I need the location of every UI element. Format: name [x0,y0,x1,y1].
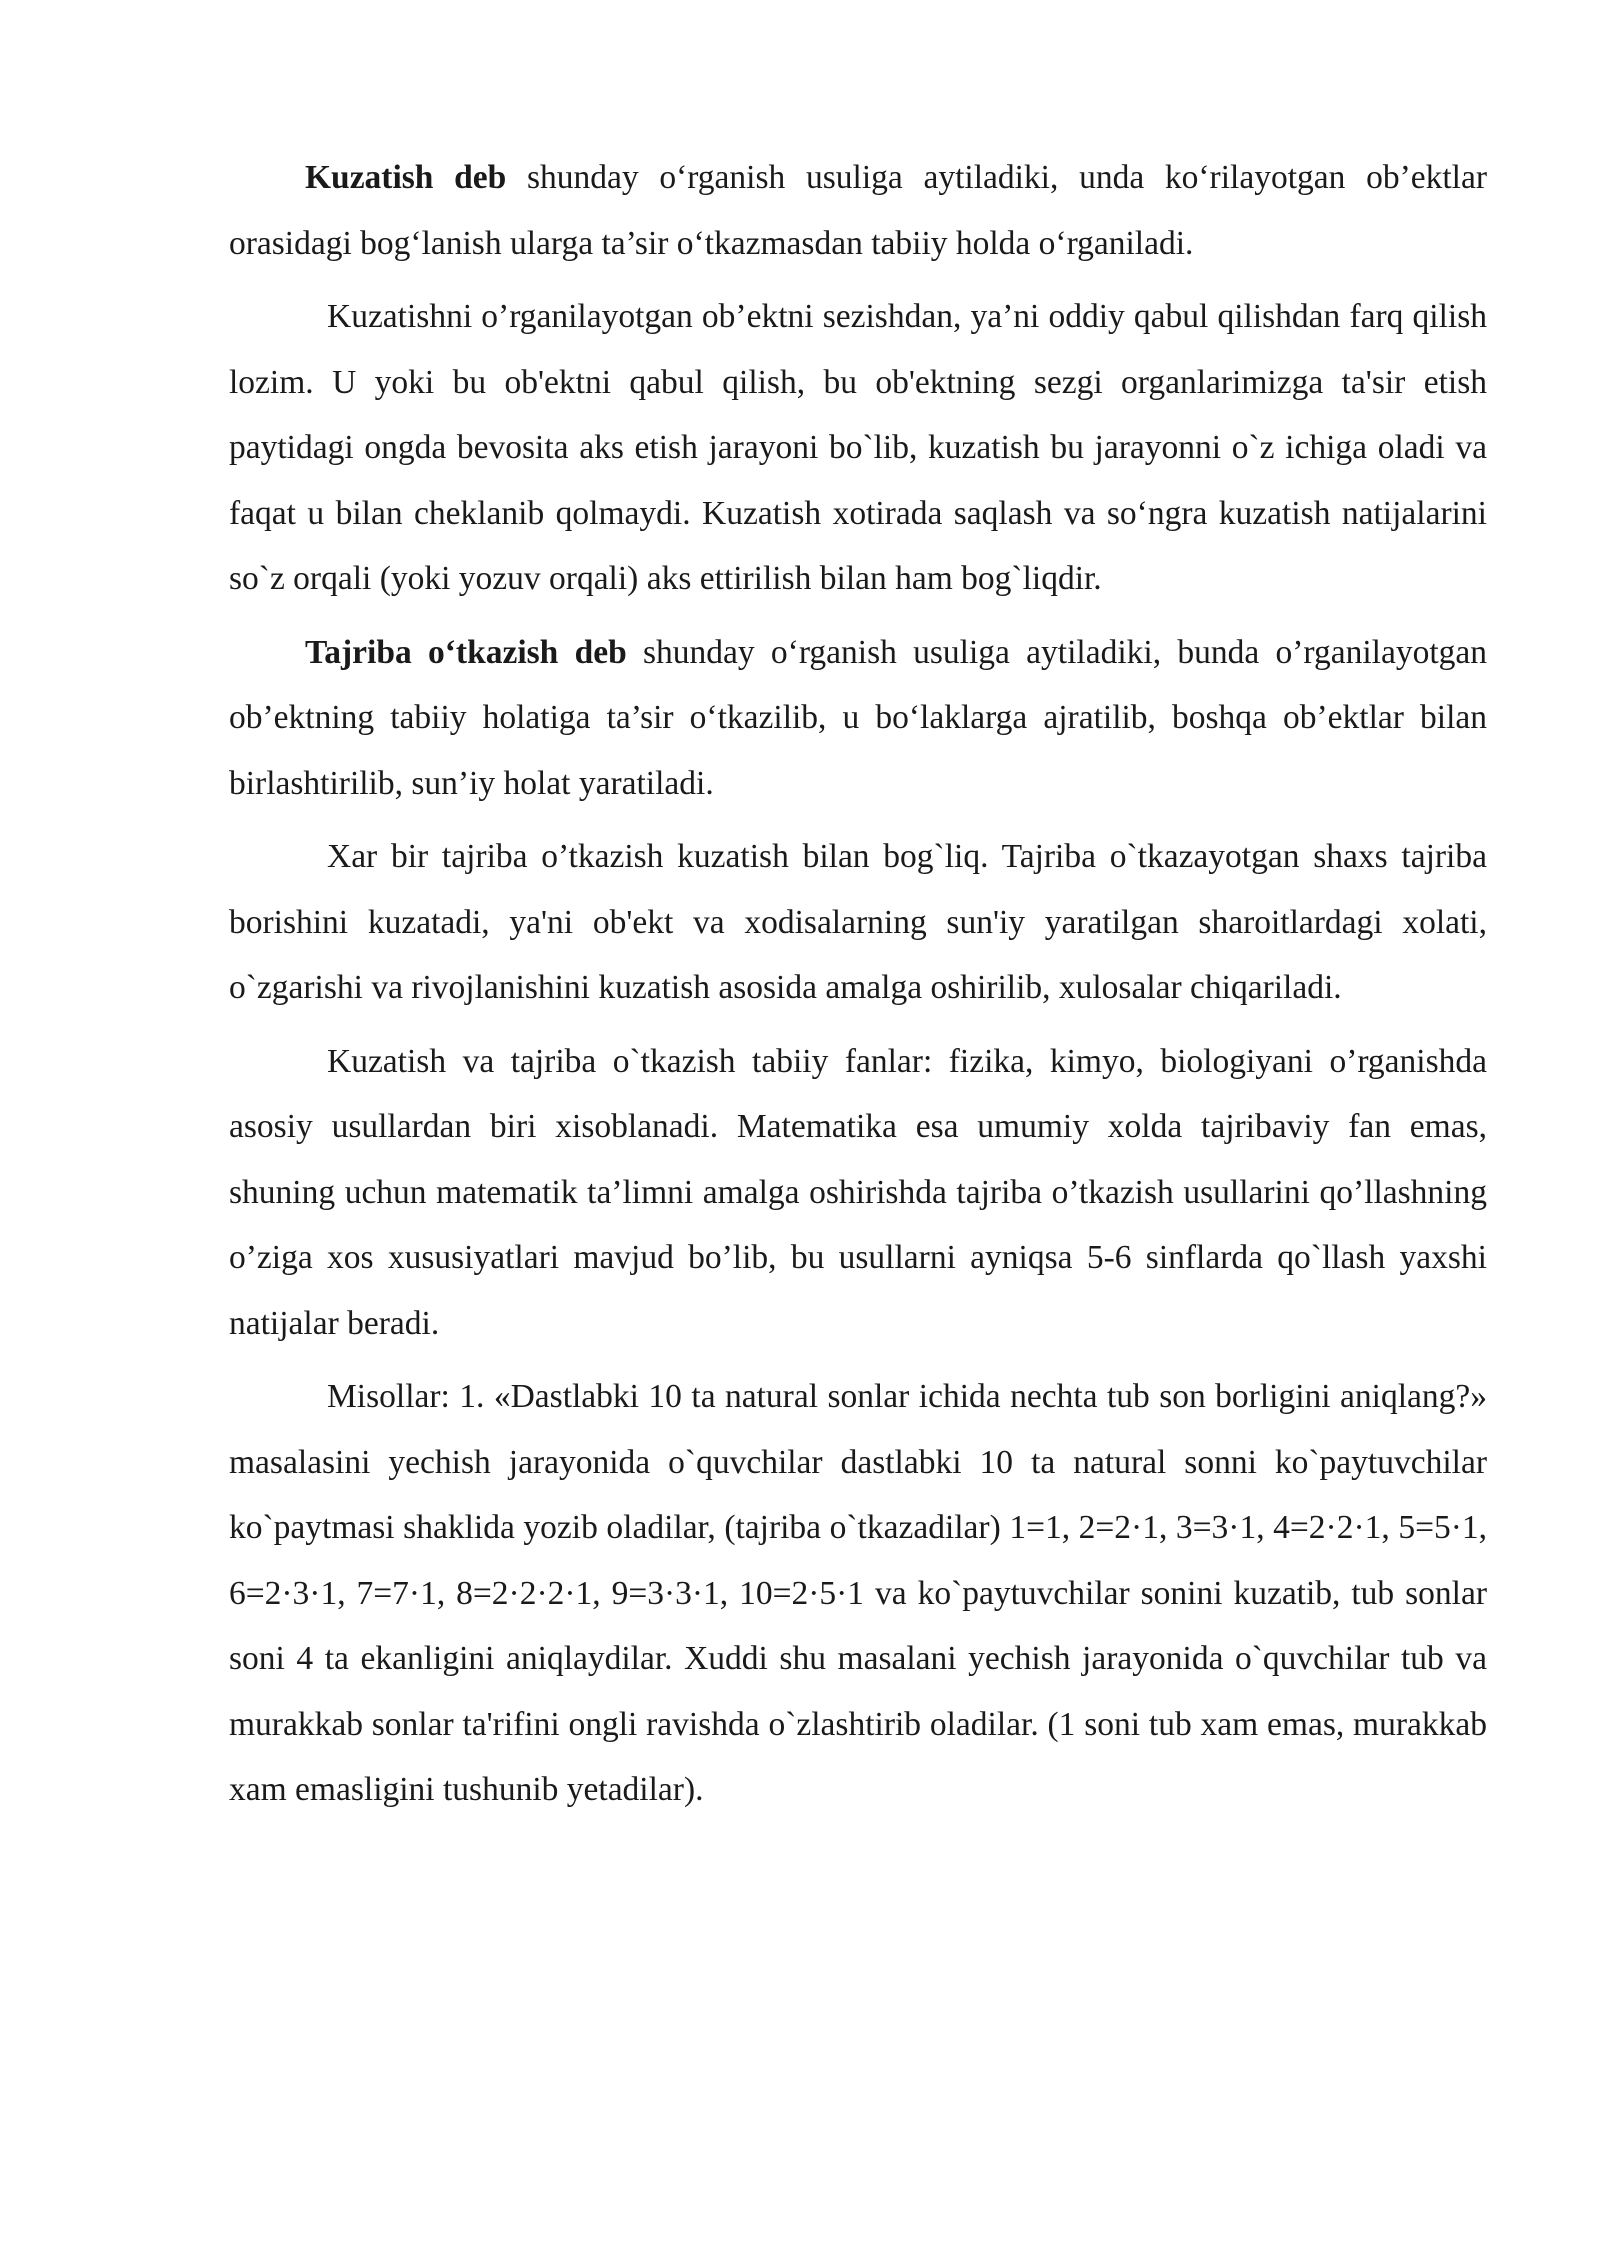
paragraph-text: Misollar: 1. «Dastlabki 10 ta natural sonlar ichida nechta tub son borligini aniqlang?» masalasini yechish jarayonida o`quvchilar dastlabki 10 ta natural sonni ko`paytuvchilar ko`paytmasi shaklida yozib oladilar, (tajriba o`tkazadilar) 1=1, 2=2·1, 3=3·1, 4=2·2·1, 5=5·1, 6=2·3·1, 7=7·1, 8=2·2·2·1, 9=3·3·1, 10=2·5·1 va ko`paytuvchilar sonini kuzatib, tub sonlar soni 4 ta ekanligini aniqlaydilar. Xuddi shu masalani yechish jarayonida o`quvchilar tub va murakkab sonlar ta'rifini ongli ravishda o`zlashtirib oladilar. (1 soni tub xam emas, murakkab xam emasligini tushunib yetadilar). [229,1378,1487,1808]
paragraph-text: Xar bir tajriba o’tkazish kuzatish bilan bog`liq. Tajriba o`tkazayotgan shaxs tajriba borishini kuzatadi, ya'ni ob'ekt va xodisalarning sun'iy yaratilgan sharoitlardagi xolati, o`zgarishi va rivojlanishini kuzatish asosida amalga oshirilib, xulosalar chiqariladi. [229,838,1487,1006]
paragraph-text: shunday o‘rganish usuliga aytiladiki, unda ko‘rilayotgan ob’ektlar orasidagi bog‘lanish ularga ta’sir o‘tkazmasdan tabiiy holda o‘rganiladi. [229,159,1487,262]
paragraph-examples [229,1364,1487,1823]
paragraph-kuzatish-definition [229,145,1487,276]
document-page [229,145,1487,1831]
paragraph-natural-sciences [229,1029,1487,1357]
paragraph-text: Kuzatishni o’rganilayotgan ob’ektni sezishdan, ya’ni oddiy qabul qilishdan farq qilish lozim. U yoki bu ob'ektni qabul qilish, bu ob'ektning sezgi organlarimizga ta'sir etish paytidagi ongda bevosita aks etish jarayoni bo`lib, kuzatish bu jarayonni o`z ichiga oladi va faqat u bilan cheklanib qolmaydi. Kuzatish xotirada saqlash va so‘ngra kuzatish natijalarini so`z orqali (yoki yozuv orqali) aks ettirilish bilan ham bog`liqdir. [229,298,1487,597]
term-kuzatish: Kuzatish deb [305,159,507,196]
paragraph-kuzatish-explanation [229,284,1487,612]
term-tajriba: Tajriba o‘tkazish deb [305,633,627,671]
paragraph-tajriba-definition [229,620,1487,817]
paragraph-text: shunday o‘rganish usuliga aytiladiki, bunda o’rganilayotgan ob’ektning tabiiy holatiga ta’sir o‘tkazilib, u bo‘laklarga ajratilib, boshqa ob’ektlar bilan birlashtirilib, sun’iy holat yaratiladi. [229,633,1487,802]
paragraph-tajriba-explanation [229,824,1487,1021]
paragraph-text: Kuzatish va tajriba o`tkazish tabiiy fanlar: fizika, kimyo, biologiyani o’rganishda asosiy usullardan biri xisoblanadi. Matematika esa umumiy xolda tajribaviy fan emas, shuning uchun matematik ta’limni amalga oshirishda tajriba o’tkazish usullarini qo’llashning o’ziga xos xususiyatlari mavjud bo’lib, bu usullarni ayniqsa 5-6 sinflarda qo`llash yaxshi natijalar beradi. [229,1042,1487,1342]
